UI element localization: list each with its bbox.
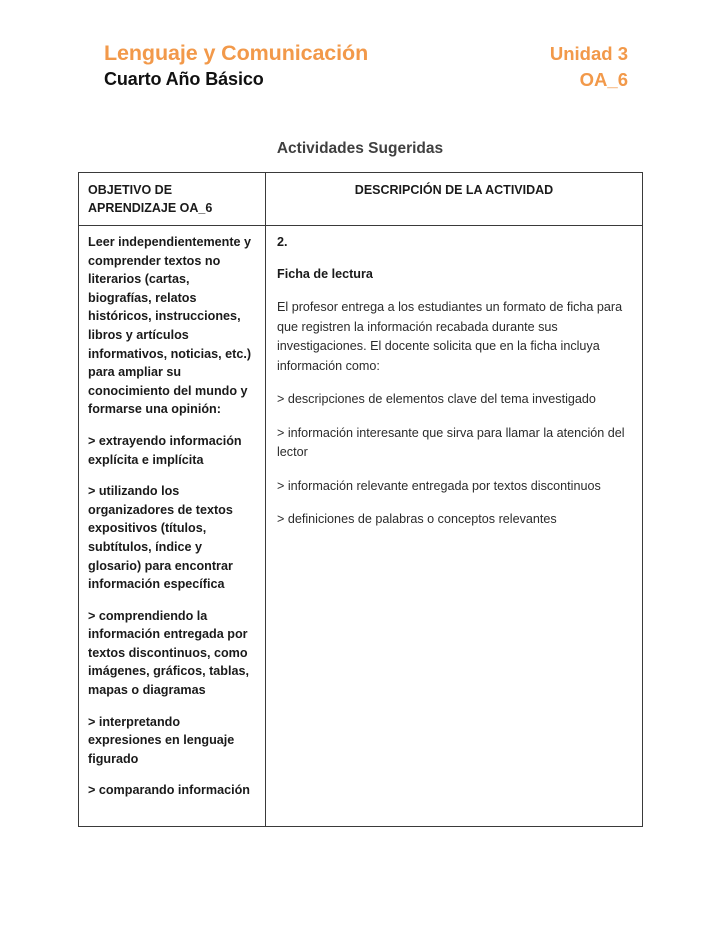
- document-header: [104, 40, 628, 92]
- table-header-cell-description: [266, 173, 642, 225]
- column-header-description-label: DESCRIPCIÓN DE LA ACTIVIDAD: [354, 183, 554, 197]
- activity-intro-paragraph: El profesor entrega a los estudiantes un formato de ficha para que registren la información recabada durante sus investigaciones. El docente solicita que en la ficha incluya información como:: [277, 300, 623, 373]
- subject-title: Lenguaje y Comunicación: [104, 41, 369, 65]
- objective-paragraph: > extrayendo información explícita e implícita: [88, 433, 242, 467]
- objective-paragraph: > comprendiendo la información entregada por textos discontinuos, como imágenes, gráficos, tablas, mapas o diagramas: [88, 608, 249, 698]
- activity-bullet: > información relevante entregada por textos discontinuos: [277, 478, 601, 493]
- activity-table: [78, 172, 643, 827]
- header-right-block: [550, 40, 628, 92]
- activity-bullet: > información interesante que sirva para llamar la atención del lector: [277, 425, 625, 459]
- oa-code-label: OA_6: [579, 69, 628, 90]
- objective-paragraph: > interpretando expresiones en lenguaje figurado: [88, 714, 235, 766]
- activity-number: 2.: [277, 235, 288, 249]
- objective-paragraph: > utilizando los organizadores de textos expositivos (títulos, subtítulos, índice y glosario) para encontrar información específica: [88, 484, 233, 592]
- table-header-row: [79, 173, 642, 226]
- grade-title: Cuarto Año Básico: [104, 69, 264, 89]
- header-left-block: [104, 40, 368, 92]
- activity-bullet: > descripciones de elementos clave del tema investigado: [277, 392, 596, 406]
- section-title: Actividades Sugeridas: [276, 140, 444, 157]
- activity-subtitle: Ficha de lectura: [277, 267, 373, 281]
- column-header-objective-label: OBJETIVO DE APRENDIZAJE OA_6: [88, 183, 213, 215]
- objective-cell: [79, 226, 266, 826]
- objective-paragraph: Leer independientemente y comprender textos no literarios (cartas, biografías, relatos históricos, instrucciones, libros y artículos informativos, noticias, etc.) para ampliar su conocimiento del mundo y formarse una opinión:: [88, 235, 252, 417]
- unit-label: Unidad 3: [549, 43, 628, 64]
- objective-paragraph: > comparando información: [88, 783, 250, 798]
- activity-bullet: > definiciones de palabras o conceptos relevantes: [277, 512, 557, 526]
- table-body-row: [79, 226, 642, 826]
- activity-cell: [266, 226, 642, 826]
- table-header-cell-objective: [79, 173, 266, 225]
